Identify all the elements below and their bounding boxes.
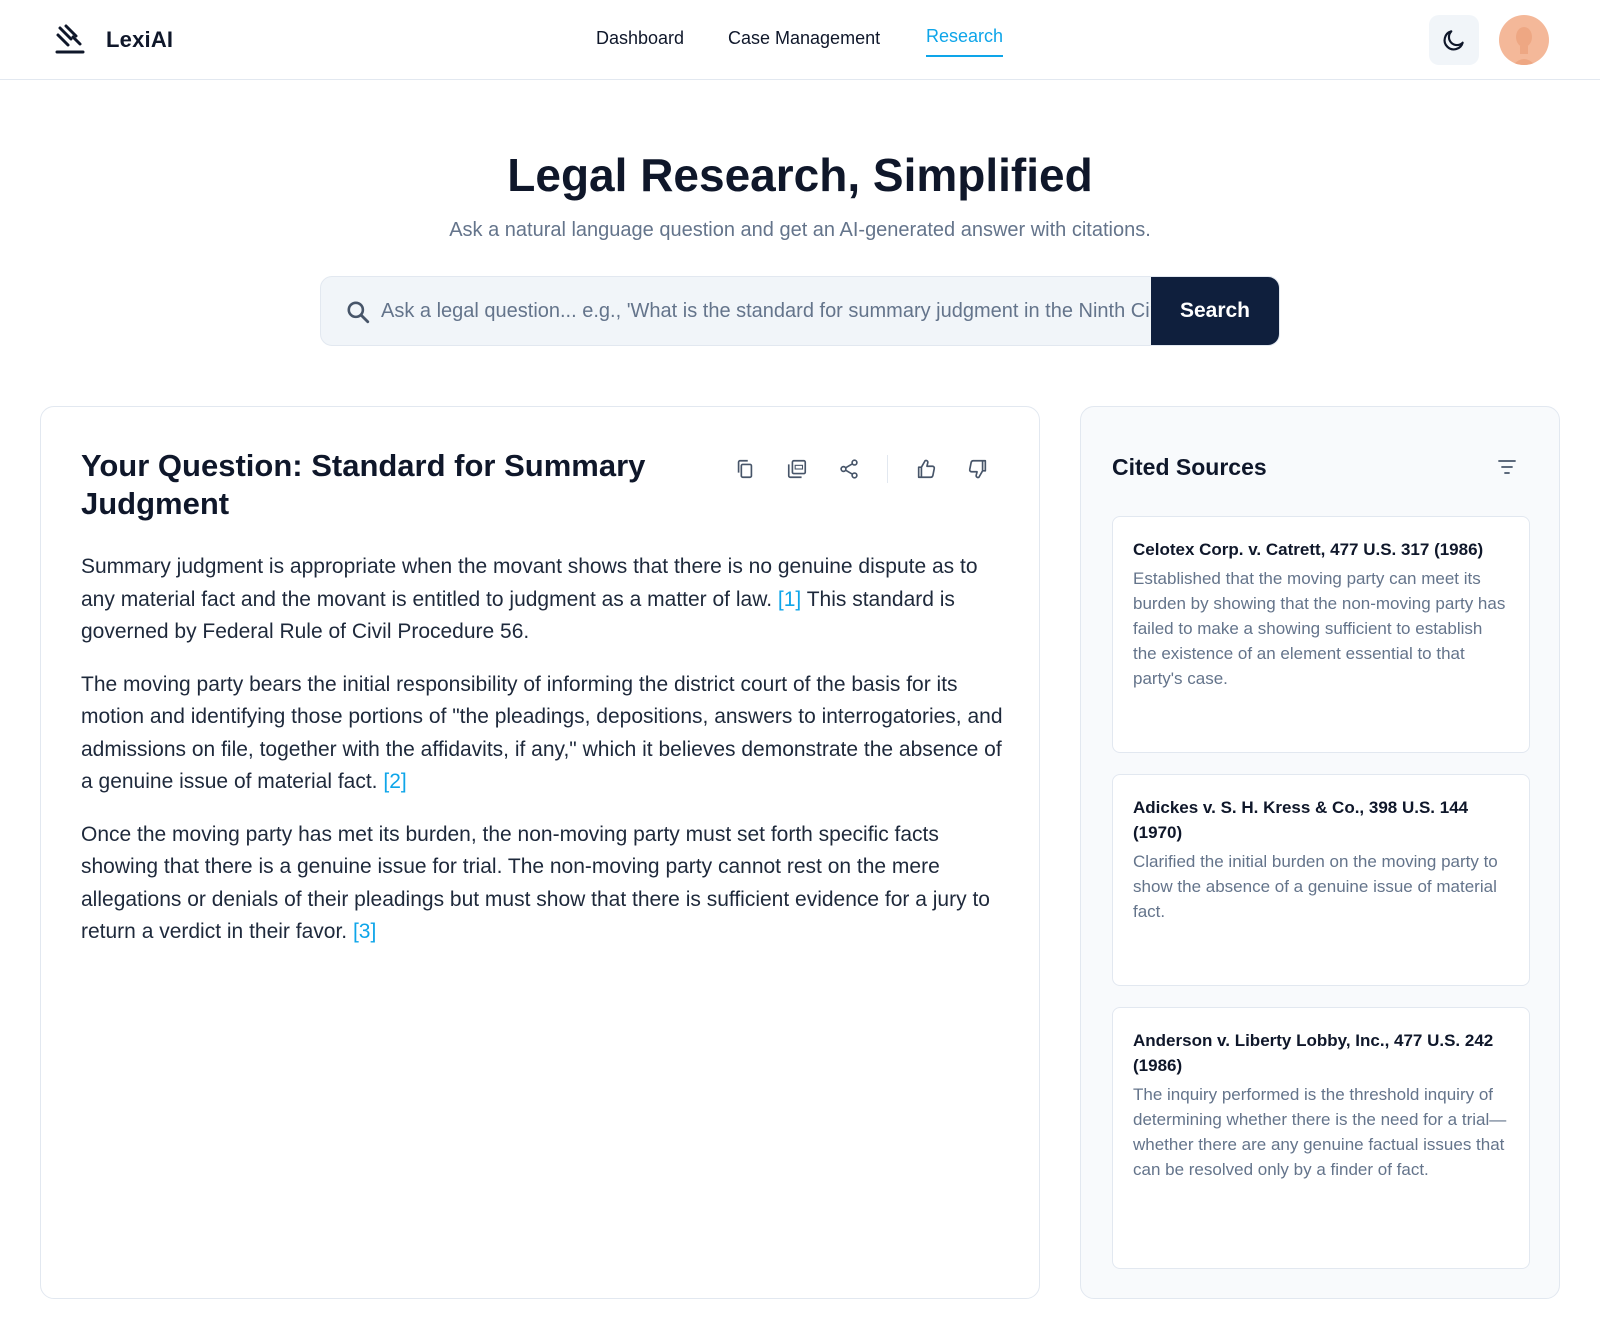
- source-title: Anderson v. Liberty Lobby, Inc., 477 U.S. 242 (1986): [1133, 1031, 1494, 1075]
- user-avatar[interactable]: [1499, 15, 1549, 65]
- source-card[interactable]: [1112, 774, 1530, 986]
- thumbs-up-icon: [915, 458, 937, 480]
- answer-paragraph: [81, 819, 1011, 949]
- citation-link-3[interactable]: [3]: [352, 920, 377, 943]
- source-title: Adickes v. S. H. Kress & Co., 398 U.S. 144 (1970): [1133, 798, 1469, 842]
- page-title: Legal Research, Simplified: [507, 149, 1093, 201]
- thumbs-down-button[interactable]: [966, 457, 990, 481]
- answer-card: [40, 406, 1040, 1299]
- export-pdf-button[interactable]: [785, 457, 809, 481]
- answer-text: Once the moving party has met its burden, the non-moving party must set forth specific facts showing that there is a genuine issue for trial. The non-moving party cannot rest on the mere allegations or denials of their pleadings but must show that there is sufficient evidence for a jury to return a verdict in their favor.: [81, 822, 990, 943]
- gavel-logo-icon: [54, 24, 86, 56]
- theme-toggle-button[interactable]: [1429, 15, 1479, 65]
- filter-icon[interactable]: [1495, 455, 1519, 479]
- answer-text: Summary judgment is appropriate when the movant shows that there is no genuine dispute as to any material fact and the movant is entitled to judgment as a matter of law.: [81, 555, 978, 611]
- thumbs-down-icon: [967, 458, 989, 480]
- share-icon: [838, 458, 860, 480]
- main-nav: [0, 0, 1600, 80]
- cited-sources-panel: [1080, 406, 1560, 1299]
- nav-item-research[interactable]: Research: [926, 26, 1003, 57]
- top-header: [0, 0, 1600, 80]
- answer-text: The moving party bears the initial responsibility of informing the district court of the basis for its motion and identifying those portions of "the pleadings, depositions, answers to interrogatories, and admissions on file, together with the affidavits, if any," which it believes demonstrate the absence of a genuine issue of material fact.: [81, 672, 1003, 793]
- search-button[interactable]: Search: [1151, 277, 1279, 345]
- answer-paragraph: [81, 669, 1011, 799]
- source-card[interactable]: [1112, 1007, 1530, 1269]
- source-card[interactable]: [1112, 516, 1530, 753]
- page-subtitle: Ask a natural language question and get an AI-generated answer with citations.: [449, 219, 1151, 241]
- search-input[interactable]: [381, 277, 1151, 345]
- thumbs-up-button[interactable]: [914, 457, 938, 481]
- moon-icon: [1441, 27, 1467, 53]
- citation-link-2[interactable]: [2]: [383, 770, 407, 793]
- actions-divider: [887, 455, 888, 483]
- pdf-export-icon: [786, 458, 808, 480]
- answer-actions: [733, 455, 990, 483]
- source-description: Clarified the initial burden on the moving party to show the absence of a genuine issue of material fact.: [1133, 852, 1498, 921]
- app-name: LexiAI: [106, 27, 174, 52]
- search-bar: [320, 276, 1280, 346]
- nav-item-dashboard[interactable]: Dashboard: [596, 28, 685, 48]
- search-icon: [345, 299, 371, 325]
- share-button[interactable]: [837, 457, 861, 481]
- citation-link-1[interactable]: [1]: [777, 587, 802, 611]
- answer-title: Your Question: Standard for Summary Judgment: [81, 448, 646, 521]
- copy-button[interactable]: [733, 457, 757, 481]
- sources-title: Cited Sources: [1112, 454, 1267, 480]
- nav-item-case-management[interactable]: Case Management: [728, 28, 881, 48]
- answer-text: This standard is governed by Federal Rule of Civil Procedure 56.: [81, 587, 955, 643]
- source-title: Celotex Corp. v. Catrett, 477 U.S. 317 (1986): [1133, 540, 1484, 559]
- source-description: Established that the moving party can meet its burden by showing that the non-moving party has failed to make a showing sufficient to establish the existence of an element essential to that party's case.: [1133, 569, 1506, 688]
- user-silhouette-icon: [1499, 15, 1549, 65]
- copy-icon: [734, 458, 756, 480]
- logo[interactable]: [54, 24, 173, 56]
- source-description: The inquiry performed is the threshold inquiry of determining whether there is the need for a trial—whether there are any genuine factual issues that can be resolved only by a finder of fact.: [1133, 1085, 1507, 1179]
- answer-body: [81, 551, 1011, 969]
- answer-paragraph: [81, 551, 1011, 649]
